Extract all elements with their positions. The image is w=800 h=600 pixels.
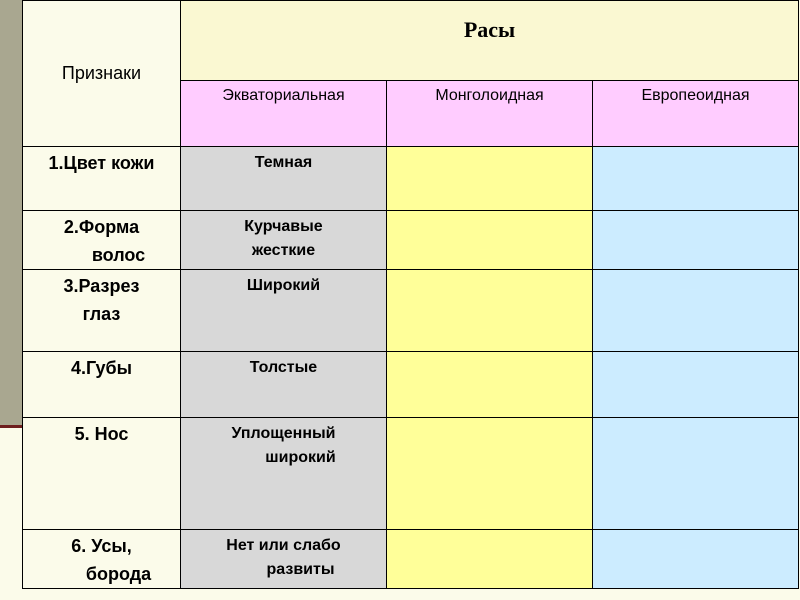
table-row xyxy=(23,147,799,211)
feature-text: 1.Цвет кожи xyxy=(48,153,155,173)
features-header-label: Признаки xyxy=(61,63,142,83)
equatorial-cell xyxy=(181,418,387,530)
race-header-label: Монголоидная xyxy=(435,87,544,104)
features-header-cell xyxy=(23,1,181,147)
decorative-side-bar xyxy=(0,0,22,426)
feature-cell xyxy=(23,270,181,352)
table-row xyxy=(23,530,799,589)
mongoloid-cell[interactable] xyxy=(387,211,593,270)
equatorial-text-continued: жесткие xyxy=(251,242,316,259)
mongoloid-cell[interactable] xyxy=(387,352,593,418)
europeoid-cell[interactable] xyxy=(593,352,799,418)
equatorial-cell xyxy=(181,211,387,270)
table-row xyxy=(23,352,799,418)
equatorial-text: Нет или слабо xyxy=(226,537,341,554)
race-header-mongoloid xyxy=(387,81,593,147)
race-header-label: Европеоидная xyxy=(641,87,750,104)
race-header-equatorial xyxy=(181,81,387,147)
table-row xyxy=(23,211,799,270)
race-header-europeoid xyxy=(593,81,799,147)
feature-cell xyxy=(23,352,181,418)
equatorial-cell xyxy=(181,270,387,352)
feature-text: 2.Форма xyxy=(63,217,140,237)
feature-text-continued: волос xyxy=(91,245,146,265)
feature-text-continued: глаз xyxy=(82,304,121,324)
feature-cell xyxy=(23,530,181,589)
decorative-side-line xyxy=(0,425,22,428)
feature-text: 5. Нос xyxy=(74,424,129,444)
equatorial-text-continued: широкий xyxy=(265,449,336,466)
equatorial-text: Уплощенный xyxy=(231,425,336,442)
mongoloid-cell[interactable] xyxy=(387,270,593,352)
feature-text: 3.Разрез xyxy=(63,276,140,296)
equatorial-text-continued: развиты xyxy=(266,561,335,578)
europeoid-cell[interactable] xyxy=(593,147,799,211)
feature-cell xyxy=(23,418,181,530)
table-row xyxy=(23,418,799,530)
table-row xyxy=(23,270,799,352)
race-header-label: Экваториальная xyxy=(222,87,345,104)
equatorial-text: Темная xyxy=(254,154,313,171)
europeoid-cell[interactable] xyxy=(593,270,799,352)
races-header-label: Расы xyxy=(463,17,516,42)
feature-text: 4.Губы xyxy=(70,358,133,378)
header-row-races xyxy=(23,1,799,81)
feature-cell xyxy=(23,211,181,270)
equatorial-text: Широкий xyxy=(246,277,321,294)
europeoid-cell[interactable] xyxy=(593,418,799,530)
feature-text-continued: борода xyxy=(85,564,152,584)
mongoloid-cell[interactable] xyxy=(387,530,593,589)
equatorial-cell xyxy=(181,352,387,418)
races-table xyxy=(22,0,799,589)
feature-cell xyxy=(23,147,181,211)
equatorial-text: Курчавые xyxy=(244,218,323,235)
equatorial-cell xyxy=(181,530,387,589)
europeoid-cell[interactable] xyxy=(593,530,799,589)
equatorial-cell xyxy=(181,147,387,211)
europeoid-cell[interactable] xyxy=(593,211,799,270)
equatorial-text: Толстые xyxy=(249,359,318,376)
mongoloid-cell[interactable] xyxy=(387,418,593,530)
feature-text: 6. Усы, xyxy=(71,536,132,556)
mongoloid-cell[interactable] xyxy=(387,147,593,211)
races-header-cell xyxy=(181,1,799,81)
